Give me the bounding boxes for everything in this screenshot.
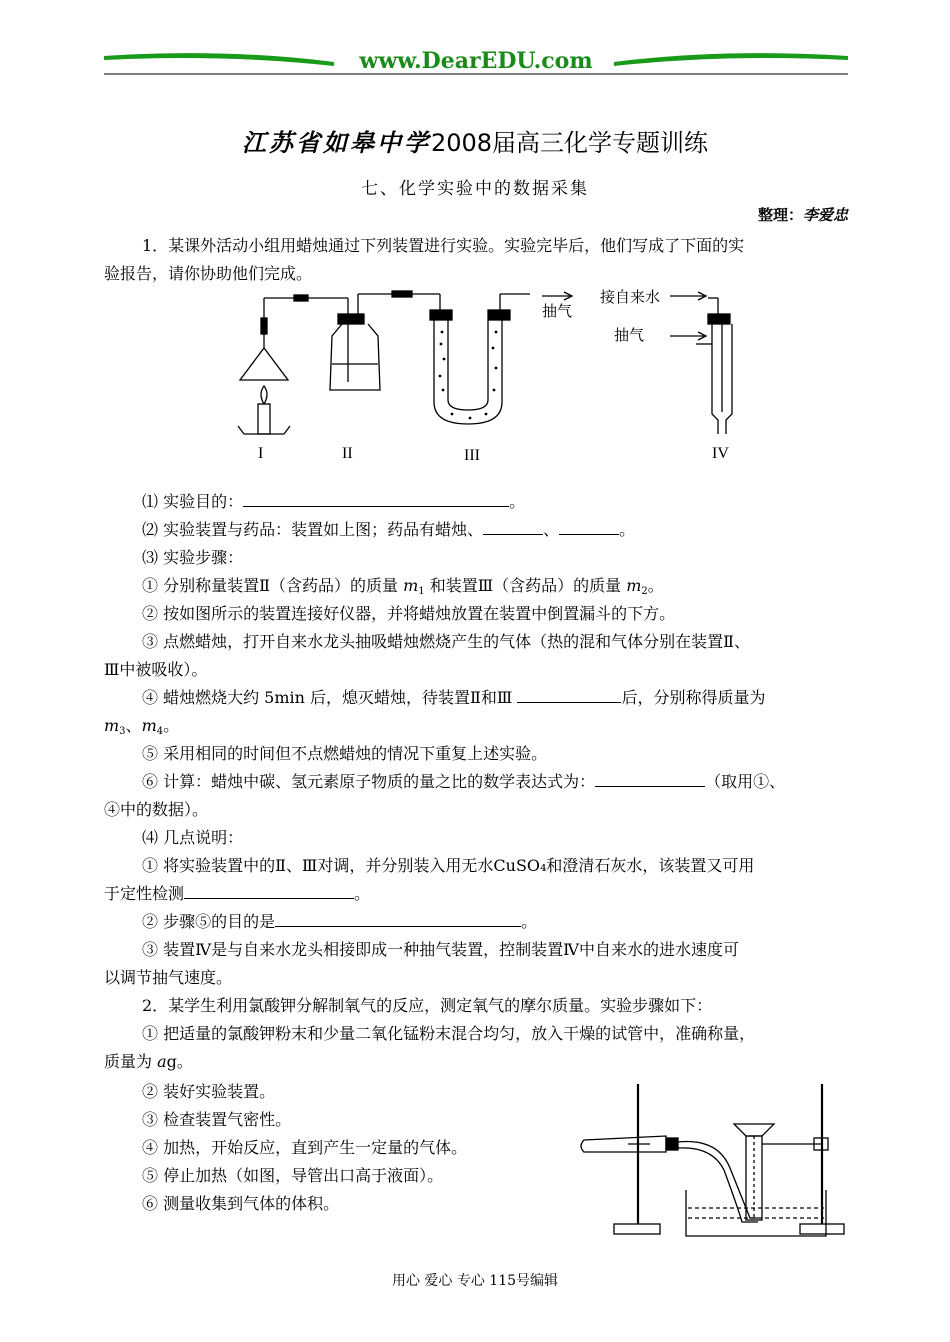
q1-note2 (142, 908, 888, 936)
step4-b: 后，分别称得质量为 (621, 688, 766, 707)
q1-part2-text: ⑵ 实验装置与药品：装置如上图；药品有蜡烛、 (142, 520, 484, 539)
q2-step3: ③ 检查装置气密性。 (142, 1110, 292, 1129)
m2-sub: 2 (641, 586, 648, 597)
step1-b: 和装置Ⅲ（含药品）的质量 (424, 576, 627, 595)
m1-symbol: m (403, 576, 419, 595)
footer: 用心 爱心 专心 115号编辑 (391, 1273, 559, 1289)
note1-a: 于定性检测 (104, 884, 185, 903)
q1-intro-2: 验报告，请你协助他们完成。 (104, 264, 313, 283)
m1-sub: 1 (418, 586, 425, 597)
step4-blank (517, 684, 621, 703)
q2-step4: ④ 加热，开始反应，直到产生一定量的气体。 (142, 1138, 468, 1157)
note1-b: 。 (354, 884, 371, 903)
note2-a: ② 步骤⑤的目的是 (142, 912, 276, 931)
q1-intro-1: 1．某课外活动小组用蜡烛通过下列装置进行实验。实验完毕后，他们写成了下面的实 (142, 236, 745, 255)
q2-step6: ⑥ 测量收集到气体的体积。 (142, 1194, 340, 1213)
step4-end: 。 (163, 716, 180, 735)
q1-part4: ⑷ 几点说明： (142, 828, 244, 847)
m4-symbol: m (141, 716, 157, 735)
q1-part2-sep: 、 (543, 520, 560, 539)
reagent-blank-1 (483, 516, 543, 535)
q1-note3-line2: 以调节抽气速度。 (104, 968, 233, 987)
author-label: 整理： (757, 206, 803, 224)
author-name: 李爱忠 (802, 206, 848, 224)
step1-a: ① 分别称量装置Ⅱ（含药品）的质量 (142, 576, 404, 595)
m3-symbol: m (104, 716, 120, 735)
q1-part1 (142, 488, 888, 516)
page-title (0, 126, 950, 160)
q2-step2: ② 装好实验装置。 (142, 1082, 276, 1101)
school-name: 江苏省如皋中学 (241, 128, 431, 157)
step6-b: （取用①、 (705, 772, 786, 791)
q2-step1-line1: ① 把适量的氯酸钾粉末和少量二氧化锰粉末混合均匀，放入干燥的试管中，准确称量， (142, 1024, 756, 1043)
label-suction: 抽气 (542, 304, 573, 320)
apparatus-drawing (230, 284, 740, 474)
q1-part2-end: 。 (619, 520, 636, 539)
q1-step3-line1: ③ 点燃蜡烛，打开自来水龙头抽吸蜡烛燃烧产生的气体（热的混和气体分别在装置Ⅱ、 (142, 632, 750, 651)
label-I: I (258, 445, 264, 462)
q1-step6 (142, 768, 888, 796)
label-III: III (464, 447, 480, 464)
apparatus-figure-1 (230, 284, 740, 474)
q1-note1-line2 (104, 880, 850, 908)
q2-step1-c: g。 (166, 1052, 193, 1071)
subtitle: 七、化学实验中的数据采集 (361, 179, 589, 199)
q1-note1-line1: ① 将实验装置中的Ⅱ、Ⅲ对调，并分别装入用无水CuSO₄和澄清石灰水，该装置又可用 (142, 856, 755, 875)
q1-part1-text: ⑴ 实验目的： (142, 492, 244, 511)
author (620, 204, 848, 225)
header-banner (104, 44, 848, 78)
label-tap-water: 接自来水 (600, 290, 661, 306)
header-site: www.DearEDU.com (359, 48, 593, 74)
step1-c: 。 (647, 576, 664, 595)
note1-blank (184, 880, 354, 899)
label-suction-2: 抽气 (614, 328, 645, 344)
q2-step1-line2 (104, 1048, 850, 1076)
apparatus-figure-2 (578, 1078, 854, 1242)
q2-step5: ⑤ 停止加热（如图，导管出口高于液面）。 (142, 1166, 444, 1185)
q1-part3: ⑶ 实验步骤： (142, 548, 244, 567)
title-main: 2008届高三化学专题训练 (430, 129, 709, 157)
reagent-blank-2 (559, 516, 619, 535)
m3-sub: 3 (119, 726, 126, 737)
q1-note3-line1: ③ 装置Ⅳ是与自来水龙头相接即成一种抽气装置，控制装置Ⅳ中自来水的进水速度可 (142, 940, 740, 959)
q1-part2 (142, 516, 888, 544)
mass-symbol: a (157, 1052, 167, 1071)
label-IV: IV (712, 445, 729, 462)
purpose-blank (243, 488, 509, 507)
step4-sep: 、 (125, 716, 142, 735)
step6-a: ⑥ 计算：蜡烛中碳、氢元素原子物质的量之比的数学表达式为： (142, 772, 596, 791)
note2-blank (275, 908, 521, 927)
q1-step6-line2: ④中的数据）。 (104, 800, 209, 819)
label-II: II (342, 445, 353, 462)
m4-sub: 4 (156, 726, 164, 737)
step6-blank (595, 768, 705, 787)
q1-step4 (142, 684, 888, 712)
q2-step1-a: 质量为 (104, 1052, 158, 1071)
q1-step5: ⑤ 采用相同的时间但不点燃蜡烛的情况下重复上述实验。 (142, 744, 548, 763)
q1-step3-line2: Ⅲ中被吸收）。 (104, 660, 208, 679)
q1-part1-end: 。 (509, 492, 526, 511)
m2-symbol: m (626, 576, 642, 595)
note2-b: 。 (521, 912, 538, 931)
q1-step2: ② 按如图所示的装置连接好仪器，并将蜡烛放置在装置中倒置漏斗的下方。 (142, 604, 676, 623)
q2-intro: 2．某学生利用氯酸钾分解制氧气的反应，测定氧气的摩尔质量。实验步骤如下： (142, 996, 713, 1015)
step4-a: ④ 蜡烛燃烧大约 5min 后，熄灭蜡烛，待装置Ⅱ和Ⅲ (142, 688, 518, 707)
gas-collection-drawing (578, 1078, 854, 1242)
